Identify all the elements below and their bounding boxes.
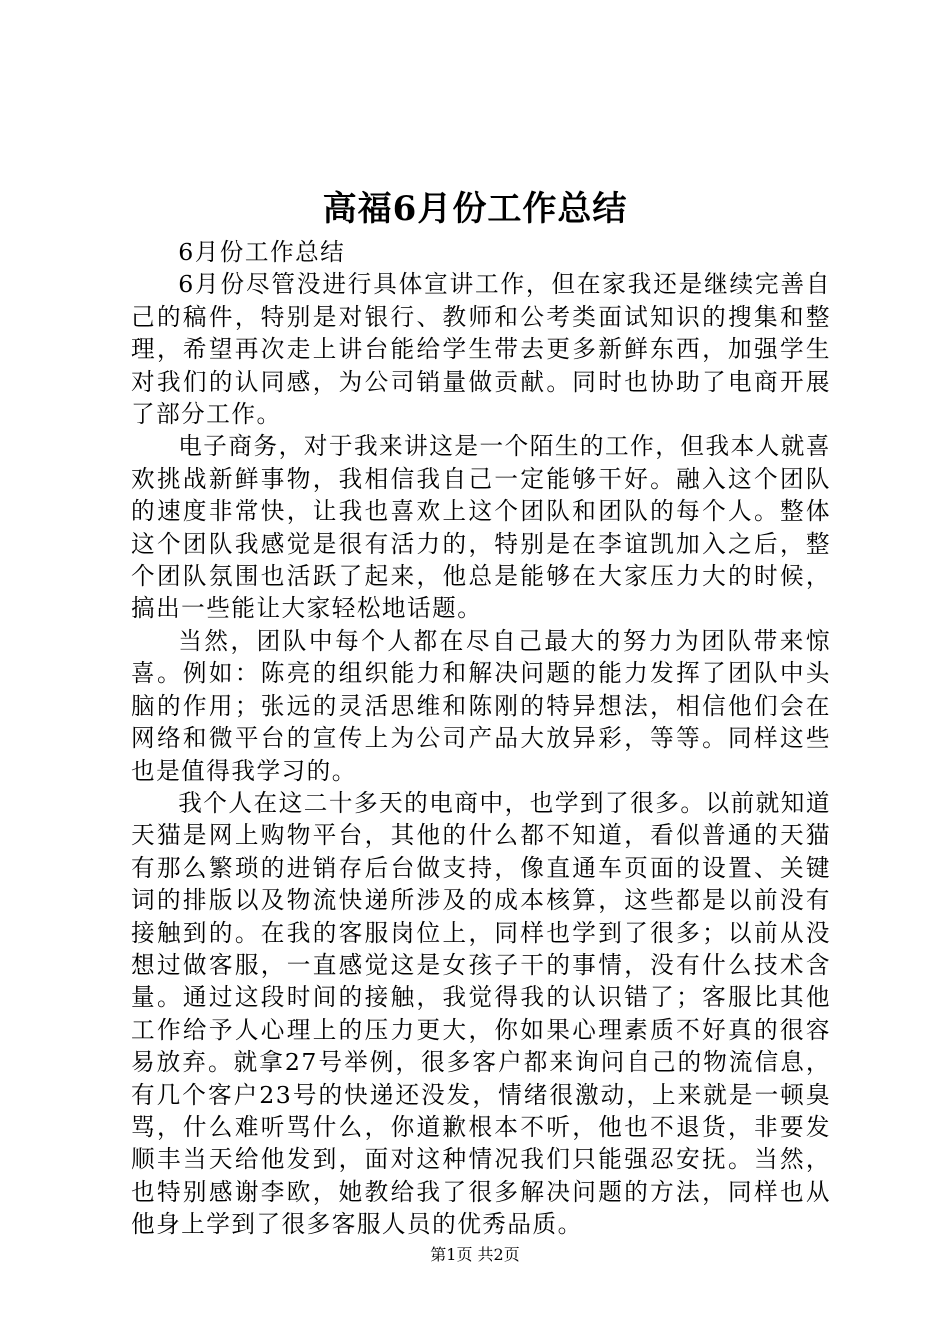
paragraph-heading: 6月份工作总结 — [178, 238, 346, 266]
page-footer: 第1页 共2页 — [430, 1245, 520, 1264]
paragraph: 我个人在这二十多天的电商中，也学到了很多。以前就知道天猫是网上购物平台，其他的什么都不知道，看似普通的天猫有那么繁琐的进销存后台做支持，像直通车页面的设置、关键词的排版以及物流快递所涉及的成本核算，这些都是以前没有接触到的。在我的客服岗位上，同样也学到了很多；以前从没想过做客服，一直感觉这是女孩子干的事情，没有什么技术含量。通过这段时间的接触，我觉得我的认识错了；客服比其他工作给予人心理上的压力更大，你如果心理素质不好真的很容易放弃。就拿27号举例，很多客户都来询问自己的物流信息，有几个客户23号的快递还没发，情绪很激动，上来就是一顿臭骂，什么难听骂什么，你道歉根本不听，他也不退货，非要发顺丰当天给他发到，面对这种情况我们只能强忍安抚。当然，也特别感谢李欧，她教给我了很多解决问题的方法，同样也从他身上学到了很多客服人员的优秀品质。 — [131, 788, 831, 1239]
paragraph: 电子商务，对于我来讲这是一个陌生的工作，但我本人就喜欢挑战新鲜事物，我相信我自己一定能够干好。融入这个团队的速度非常快，让我也喜欢上这个团队和团队的每个人。整体这个团队我感觉是很有活力的，特别是在李谊凯加入之后，整个团队氛围也活跃了起来，他总是能够在大家压力大的时候，搞出一些能让大家轻松地话题。 — [131, 432, 831, 623]
paragraph: 当然，团队中每个人都在尽自己最大的努力为团队带来惊喜。例如：陈亮的组织能力和解决问题的能力发挥了团队中头脑的作用；张远的灵活思维和陈刚的特异想法，相信他们会在网络和微平台的宣传上为公司产品大放异彩，等等。同样这些也是值得我学习的。 — [131, 626, 831, 785]
document-body — [131, 236, 831, 1241]
paragraph: 6月份尽管没进行具体宣讲工作，但在家我还是继续完善自己的稿件，特别是对银行、教师和公考类面试知识的搜集和整理，希望再次走上讲台能给学生带去更多新鲜东西，加强学生对我们的认同感，为公司销量做贡献。同时也协助了电商开展了部分工作。 — [131, 270, 831, 429]
document-title: 高福6月份工作总结 — [322, 189, 628, 229]
